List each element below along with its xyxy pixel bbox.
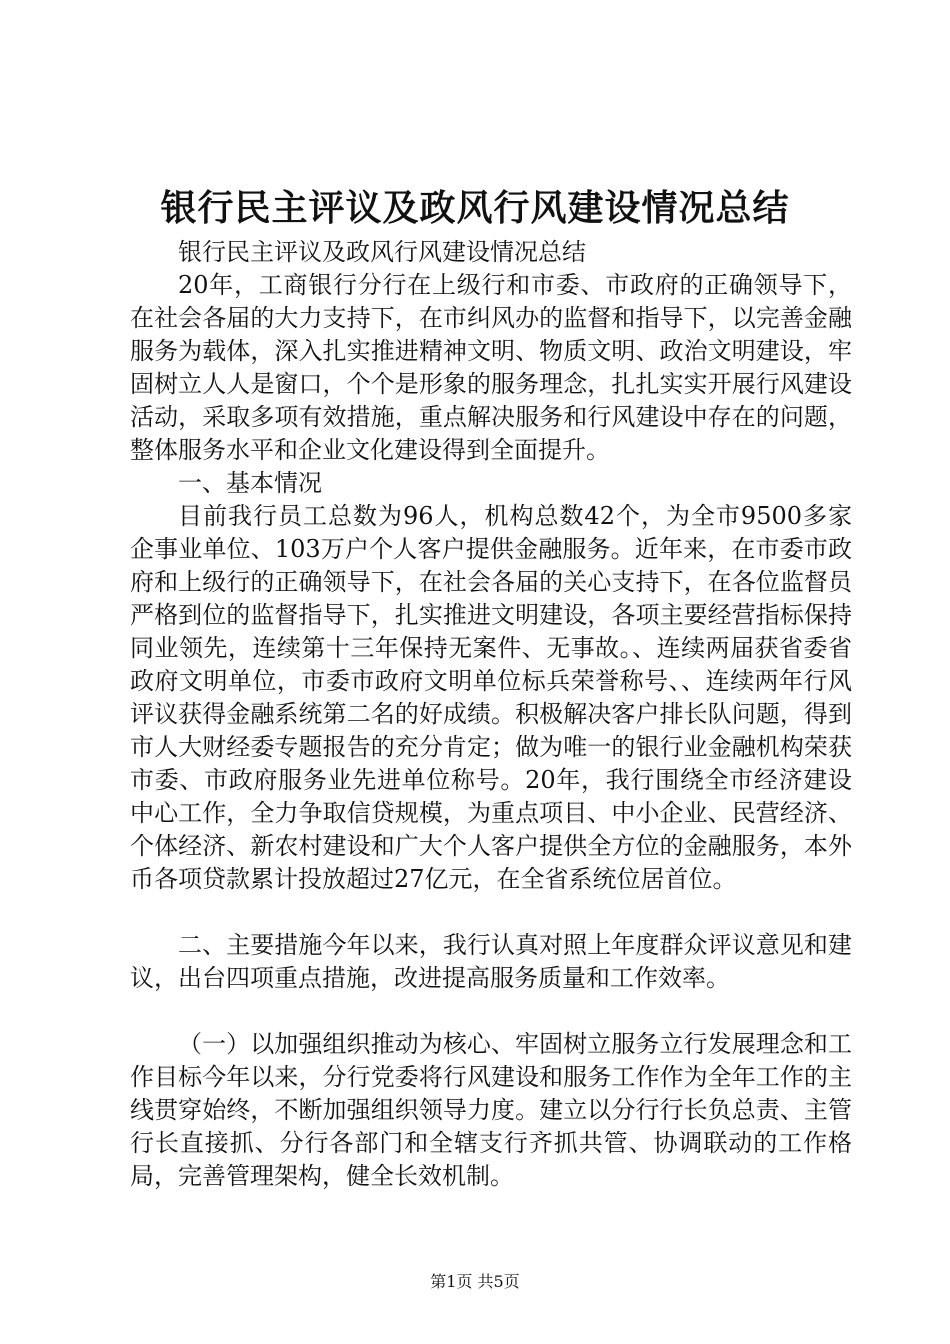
document-body (130, 236, 852, 1193)
paragraph-subtitle: 银行民主评议及政风行风建设情况总结 (178, 238, 586, 266)
paragraph-intro: 20年，工商银行分行在上级行和市委、市政府的正确领导下，在社会各届的大力支持下，在市纠风办的监督和指导下，以完善金融服务为载体，深入扎实推进精神文明、物质文明、政治文明建设，牢固树立人人是窗口，个个是形象的服务理念，扎扎实实开展行风建设活动，采取多项有效措施，重点解决服务和行风建设中存在的问题，整体服务水平和企业文化建设得到全面提升。 (130, 271, 852, 464)
paragraph-measure-one: （一）以加强组织推动为核心、牢固树立服务立行发展理念和工作目标今年以来，分行党委将行风建设和服务工作作为全年工作的主线贯穿始终，不断加强组织领导力度。建立以分行行长负总责、主管行长直接抓、分行各部门和全辖支行齐抓共管、协调联动的工作格局，完善管理架构，健全长效机制。 (130, 1030, 852, 1190)
paragraph-measures: 二、主要措施今年以来，我行认真对照上年度群众评议意见和建议，出台四项重点措施，改进提高服务质量和工作效率。 (130, 931, 852, 992)
page-footer: 第1页 共5页 (430, 1272, 520, 1291)
paragraph-basic: 目前我行员工总数为96人，机构总数42个，为全市9500多家企事业单位、103万户个人客户提供金融服务。近年来，在市委市政府和上级行的正确领导下，在社会各届的关心支持下，在各位监督员严格到位的监督指导下，扎实推进文明建设，各项主要经营指标保持同业领先，连续第十三年保持无案件、无事故。、连续两届获省委省政府文明单位，市委市政府文明单位标兵荣誉称号、、连续两年行风评议获得金融系统第二名的好成绩。积极解决客户排长队问题，得到市人大财经委专题报告的充分肯定；做为唯一的银行业金融机构荣获市委、市政府服务业先进单位称号。20年，我行围绕全市经济建设中心工作，全力争取信贷规模，为重点项目、中小企业、民营经济、个体经济、新农村建设和广大个人客户提供全方位的金融服务，本外币各项贷款累计投放超过27亿元，在全省系统位居首位。 (130, 502, 852, 893)
section-heading-basic: 一、基本情况 (178, 469, 322, 497)
document-title: 银行民主评议及政风行风建设情况总结 (160, 187, 790, 229)
